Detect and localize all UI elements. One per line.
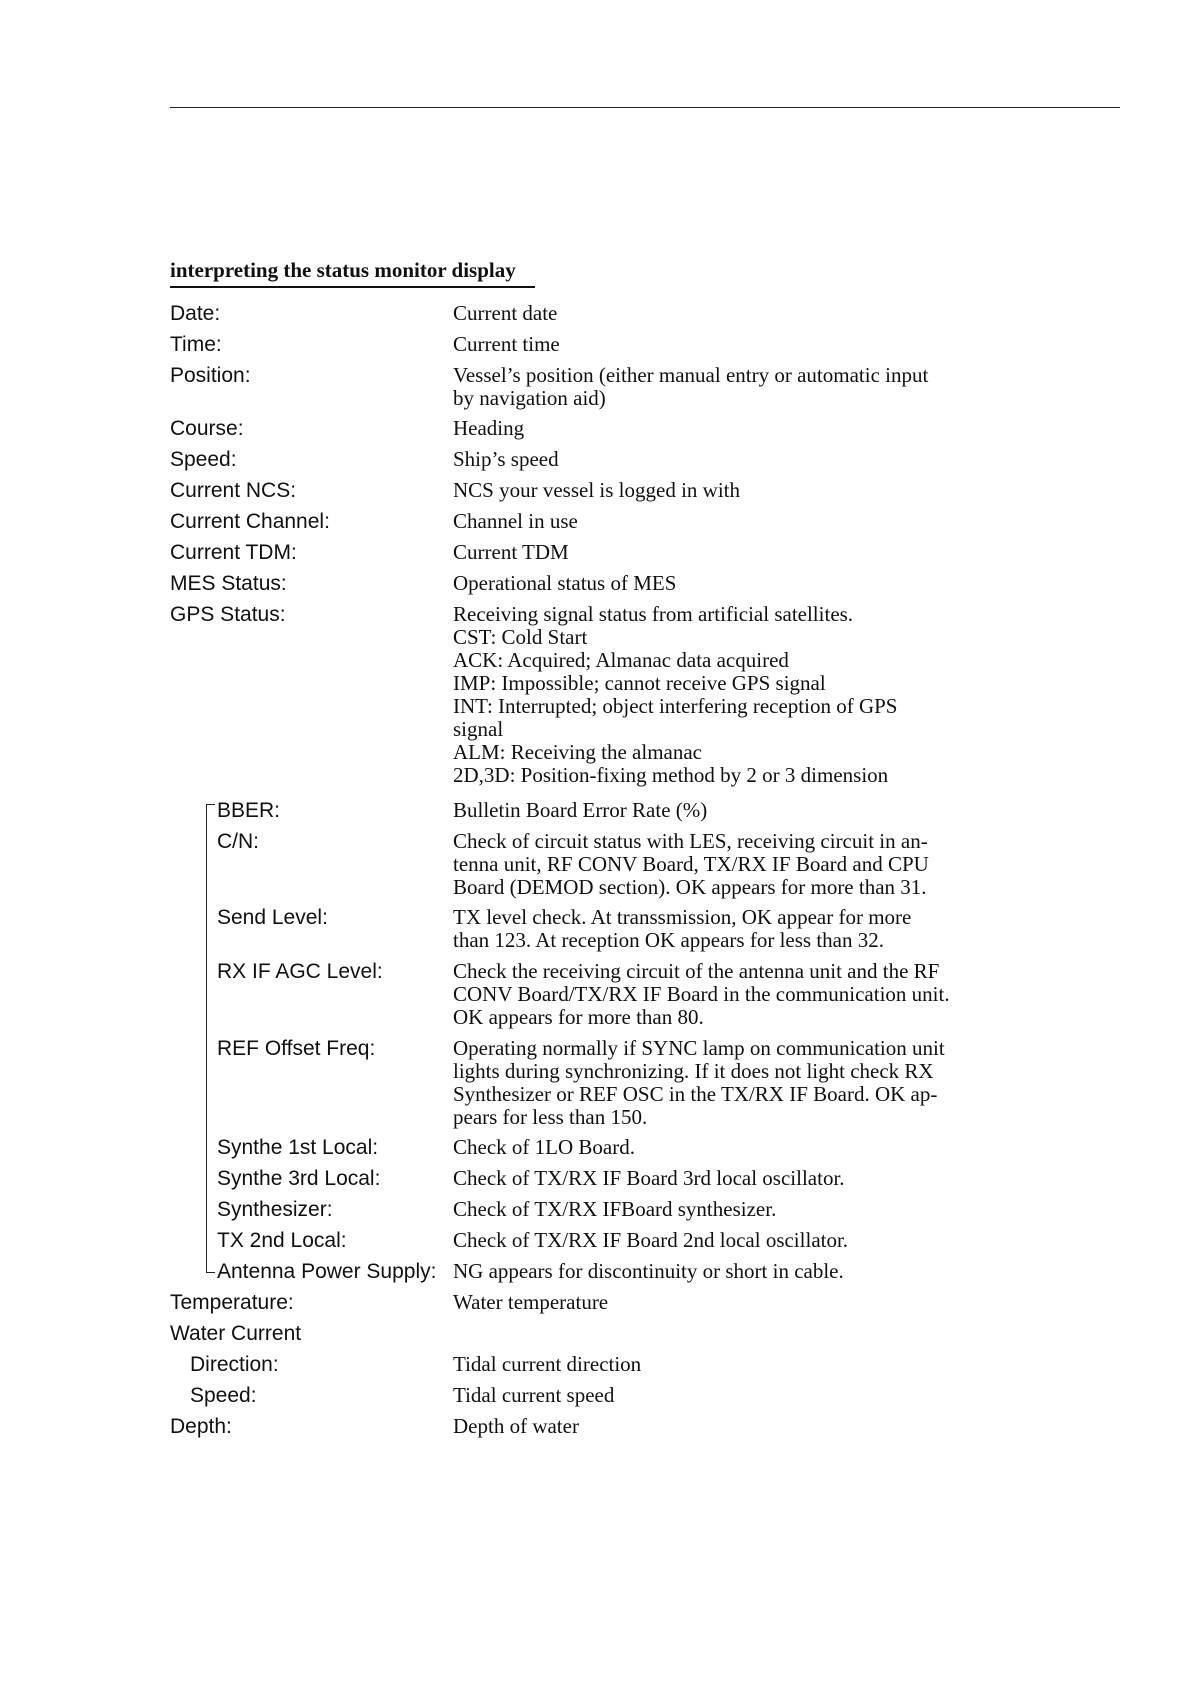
field-description: Check the receiving circuit of the antenna unit and the RF CONV Board/TX/RX IF Board in the communication unit. OK appears for more than 80. [453,959,950,1029]
field-description: Operating normally if SYNC lamp on communication unit lights during synchronizing. If it does not light check RX Synthesizer or REF OSC in the TX/RX IF Board. OK ap- pears for less than 150. [453,1036,945,1129]
field-label: Synthe 3rd Local: [217,1167,381,1190]
field-description: Check of TX/RX IF Board 2nd local oscillator. [453,1228,849,1252]
field-label: Water Current [170,1322,302,1345]
field-description: NG appears for discontinuity or short in cable. [453,1259,844,1283]
field-description: Current date [453,301,558,325]
field-label: C/N: [217,830,259,853]
page-top-rule [170,107,1120,108]
field-label: Speed: [190,1384,257,1407]
field-description: Receiving signal status from artificial satellites. CST: Cold Start ACK: Acquired; Almanac data acquired IMP: Impossible; cannot receive GPS signal INT: Interrupted; object interfering reception of GPS signal ALM: Receiving the almanac 2D,3D: Position-fixing method by 2 or 3 dimension [453,602,898,787]
field-description: Check of TX/RX IFBoard synthesizer. [453,1197,777,1221]
field-label: Time: [170,333,222,356]
field-label: Current NCS: [170,479,297,502]
field-description: Operational status of MES [453,571,677,595]
field-label: Current TDM: [170,541,297,564]
field-description: Check of 1LO Board. [453,1135,635,1159]
field-label: RX IF AGC Level: [217,960,383,983]
field-label: Temperature: [170,1291,294,1314]
heading-underline [170,286,535,288]
field-label: Send Level: [217,906,328,929]
field-label: Depth: [170,1415,232,1438]
field-label: Position: [170,364,251,387]
field-label: Speed: [170,448,237,471]
field-description: Check of TX/RX IF Board 3rd local oscillator. [453,1166,845,1190]
section-heading: interpreting the status monitor display [170,258,516,282]
field-label: GPS Status: [170,603,286,626]
field-label: Synthe 1st Local: [217,1136,379,1159]
field-label: Synthesizer: [217,1198,333,1221]
field-label: BBER: [217,799,281,822]
field-description: Tidal current speed [453,1383,615,1407]
field-label: Course: [170,417,244,440]
field-label: Antenna Power Supply: [217,1260,437,1283]
field-description: Water temperature [453,1290,609,1314]
field-description: Current time [453,332,560,356]
field-description: Tidal current direction [453,1352,642,1376]
field-description: TX level check. At transsmission, OK appear for more than 123. At reception OK appears for less than 32. [453,905,912,952]
field-label: Direction: [190,1353,279,1376]
field-label: Current Channel: [170,510,330,533]
field-description: NCS your vessel is logged in with [453,478,740,502]
field-label: TX 2nd Local: [217,1229,347,1252]
sub-items-bracket [206,804,207,1272]
field-description: Depth of water [453,1414,579,1438]
bracket-bottom-tick [206,1272,215,1273]
field-description: Vessel’s position (either manual entry or automatic input by navigation aid) [453,363,929,410]
field-description: Bulletin Board Error Rate (%) [453,798,708,822]
field-description: Current TDM [453,540,569,564]
field-description: Channel in use [453,509,578,533]
field-label: REF Offset Freq: [217,1037,376,1060]
field-description: Heading [453,416,525,440]
field-label: MES Status: [170,572,287,595]
field-label: Date: [170,302,221,325]
bracket-top-tick [206,804,215,805]
field-description: Ship’s speed [453,447,559,471]
field-description: Check of circuit status with LES, receiving circuit in an- tenna unit, RF CONV Board, TX/RX IF Board and CPU Board (DEMOD section). OK appears for more than 31. [453,829,929,899]
